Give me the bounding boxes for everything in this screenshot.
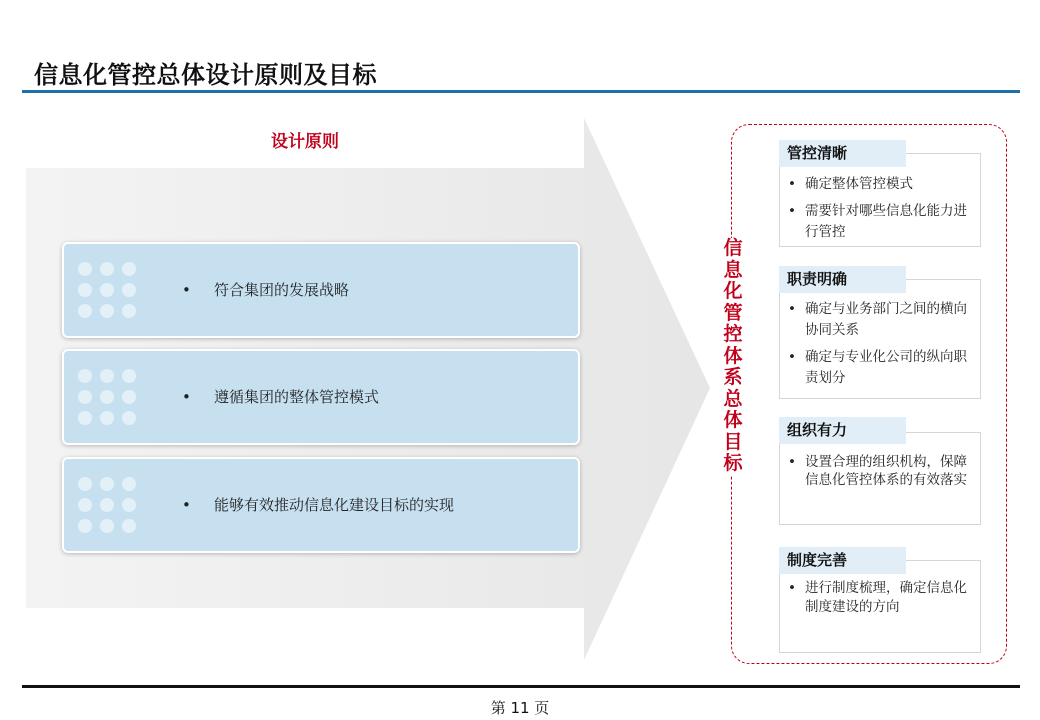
- principle-text: [182, 459, 454, 551]
- goal-point: [788, 201, 974, 243]
- principle-label: 能够有效推动信息化建设目标的实现: [214, 496, 455, 514]
- principle-card: [62, 349, 580, 445]
- goal-point: [788, 299, 974, 341]
- goal-label: 管控清晰: [779, 140, 906, 167]
- dot-grid-icon: [78, 477, 144, 537]
- vertical-title-char: 目: [723, 430, 743, 453]
- vertical-title-char: 总: [723, 387, 743, 410]
- goal-point-text: 确定整体管控模式: [805, 176, 913, 192]
- goal-points: [788, 453, 974, 495]
- goals-vertical-title: [718, 238, 748, 475]
- vertical-title-char: 管: [723, 301, 743, 324]
- vertical-title-char: 体: [723, 409, 743, 431]
- principles-heading: 设计原则: [271, 132, 339, 152]
- goal-point-text: 确定与业务部门之间的横向协同关系: [805, 301, 967, 338]
- goal-box: [779, 153, 981, 247]
- goal-label: 职责明确: [779, 266, 906, 293]
- bullet-icon: •: [788, 580, 796, 596]
- goal-point-text: 确定与专业化公司的纵向职责划分: [805, 349, 967, 386]
- vertical-title-char: 控: [723, 323, 743, 345]
- goal-point-text: 进行制度梳理，确定信息化制度建设的方向: [805, 580, 967, 615]
- goal-point: [788, 579, 974, 617]
- bullet-icon: •: [788, 203, 796, 219]
- vertical-title-char: 息: [723, 258, 743, 281]
- goal-points: [788, 174, 974, 249]
- bullet-icon: •: [182, 496, 191, 514]
- principle-text: [182, 351, 379, 443]
- vertical-title-char: 标: [723, 452, 743, 474]
- slide-title: 信息化管控总体设计原则及目标: [34, 61, 377, 89]
- principle-label: 遵循集团的整体管控模式: [214, 388, 380, 406]
- vertical-title-char: 系: [723, 366, 743, 388]
- vertical-title-char: 体: [723, 344, 743, 367]
- bullet-icon: •: [788, 349, 796, 365]
- principle-label: 符合集团的发展战略: [214, 281, 350, 299]
- principle-card: [62, 242, 580, 338]
- goal-label: 组织有力: [779, 417, 906, 444]
- bullet-icon: •: [788, 301, 796, 317]
- dot-grid-icon: [78, 262, 144, 322]
- goal-box: [779, 279, 981, 399]
- goal-points: [788, 299, 974, 395]
- principle-card: [62, 457, 580, 553]
- goal-label: 制度完善: [779, 547, 906, 574]
- bullet-icon: •: [788, 454, 796, 470]
- bullet-icon: •: [182, 281, 191, 299]
- vertical-title-char: 化: [723, 280, 743, 302]
- goal-points: [788, 579, 974, 623]
- footer-divider: [22, 685, 1020, 688]
- bullet-icon: •: [182, 388, 191, 406]
- bullet-icon: •: [788, 176, 796, 192]
- goal-point: [788, 453, 974, 489]
- principle-text: [182, 244, 349, 336]
- goal-box: [779, 432, 981, 525]
- dot-grid-icon: [78, 369, 144, 429]
- goal-point: [788, 347, 974, 389]
- vertical-title-char: 信: [723, 237, 743, 259]
- goal-point-text: 设置合理的组织机构，保障信息化管控体系的有效落实: [805, 454, 967, 488]
- page-number: 第 11 页: [490, 699, 550, 717]
- goal-point-text: 需要针对哪些信息化能力进行管控: [805, 203, 967, 240]
- goal-point: [788, 174, 974, 195]
